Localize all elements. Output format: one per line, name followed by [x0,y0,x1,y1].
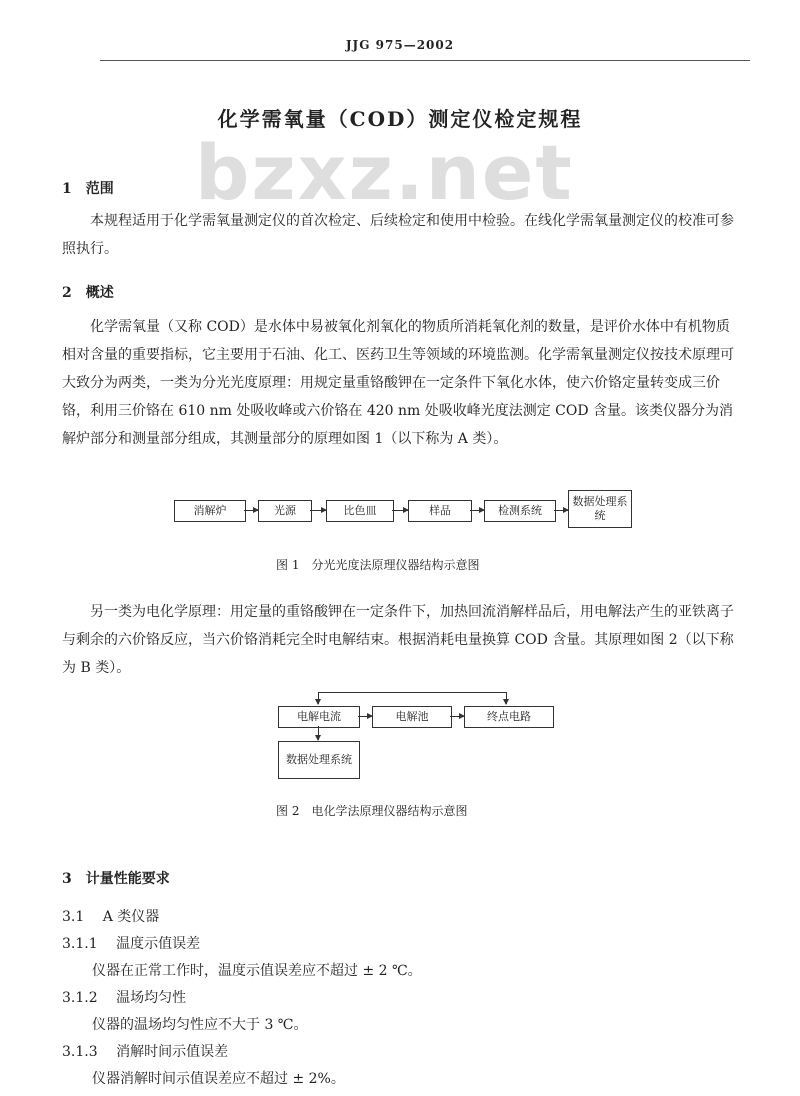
item-3-1-2 [62,987,186,1007]
fig2-box-data-processing: 数据处理系统 [278,741,360,779]
item-3-1-3 [62,1041,228,1061]
fig2-box-current: 电解电流 [278,706,360,728]
section-2-para-1: 化学需氧量（又称 COD）是水体中易被氧化剂氧化的物质所消耗氧化剂的数量，是评价水体中有机物质相对含量的重要指标，它主要用于石油、化工、医药卫生等领域的环境监测。化学需氧量测定仪按技术原理可大致分为两类，一类为分光光度原理：用规定量重铬酸钾在一定条件下氧化水体，使六价铬定量转变成三价铬，利用三价铬在 610 nm 处吸收峰或六价铬在 420 nm 处吸收峰光度法测定 COD 含量。该类仪器分为消解炉部分和测量部分组成，其测量部分的原理如图 1（以下称为 A 类）。 [62,319,734,447]
fig2-arrow [450,716,464,717]
fig2-arrow-down [318,692,319,704]
fig2-arrow [358,716,372,717]
item-label: 温场均匀性 [116,990,187,1006]
fig1-arrow [244,510,258,511]
figure-2-caption: 图 2 电化学法原理仪器结构示意图 [276,804,468,818]
section-1-heading: 1 范围 [62,181,114,197]
fig1-box-cuvette: 比色皿 [326,500,394,522]
section-1-text: 本规程适用于化学需氧量测定仪的首次检定、后续检定和使用中检验。在线化学需氧量测定仪的校准可参照执行。 [62,213,734,257]
fig1-box-digestion: 消解炉 [174,500,246,522]
fig2-feedback-riser [506,692,507,704]
section-2-para-2: 另一类为电化学原理：用定量的重铬酸钾在一定条件下，加热回流消解样品后，用电解法产生的亚铁离子与剩余的六价铬反应，当六价铬消耗完全时电解结束。根据消耗电量换算 COD 含量。其原理如图 2（以下称为 B 类）。 [62,604,734,676]
page-title: 化学需氧量（COD）测定仪检定规程 [217,107,583,131]
item-3-1-1-text: 仪器在正常工作时，温度示值误差应不超过 ± 2 ℃。 [92,963,422,979]
item-number: 3.1 [62,909,85,925]
item-number: 3.1.3 [62,1044,98,1060]
watermark: bzxz.net [195,128,574,217]
fig1-box-light-source: 光源 [258,500,312,522]
item-3-1-2-text: 仪器的温场均匀性应不大于 3 ℃。 [92,1017,308,1033]
item-label: 温度示值误差 [116,936,201,952]
item-label: 消解时间示值误差 [116,1044,229,1060]
fig2-box-cell: 电解池 [372,706,452,728]
item-label: A 类仪器 [102,909,160,925]
fig2-box-endpoint: 终点电路 [464,706,554,728]
fig2-feedback-line [318,692,506,693]
fig1-arrow [470,510,484,511]
fig1-box-sample: 样品 [408,500,472,522]
item-number: 3.1.1 [62,936,98,952]
fig2-arrow-down [318,726,319,740]
section-3-heading: 3 计量性能要求 [62,871,170,887]
fig1-arrow [554,510,568,511]
section-2-heading: 2 概述 [62,285,114,301]
item-3-1-1 [62,933,200,953]
header-rule [100,60,750,61]
item-3-1-3-text: 仪器消解时间示值误差应不超过 ± 2%。 [92,1071,345,1087]
fig1-arrow [392,510,408,511]
standard-code: JJG 975—2002 [345,38,455,52]
figure-1-caption: 图 1 分光光度法原理仪器结构示意图 [276,558,480,572]
fig1-arrow [310,510,326,511]
item-number: 3.1.2 [62,990,98,1006]
fig1-box-data-processing: 数据处理系统 [568,490,632,528]
fig1-box-detection: 检测系统 [484,500,556,522]
item-3-1 [62,906,159,926]
